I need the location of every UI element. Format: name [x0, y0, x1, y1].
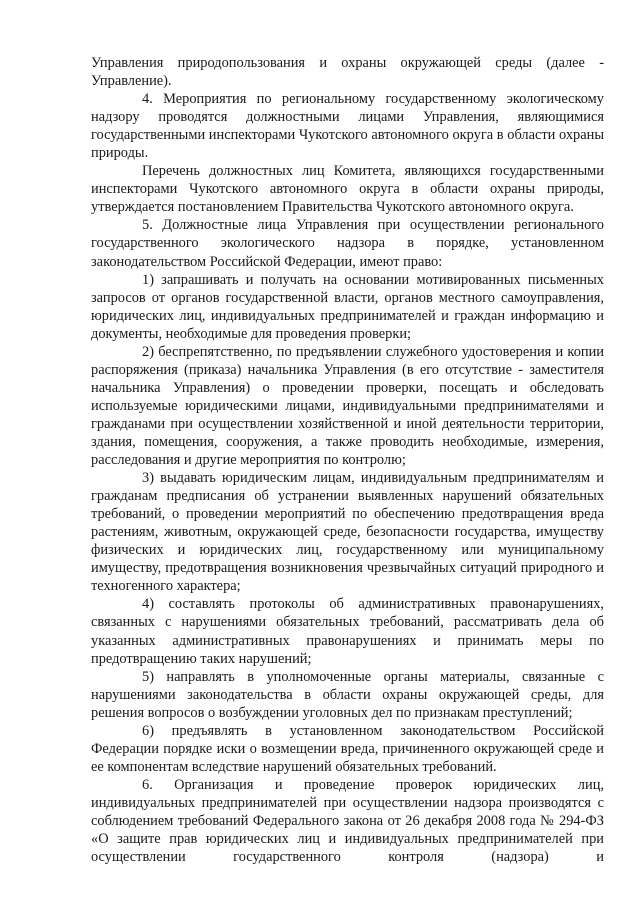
list-item-5-2: 2) беспрепятственно, по предъявлении служебного удостоверения и копии распоряжения (приказа) начальника Управления (в его отсутствие - заместителя начальника Управления) о проведении проверки, посещать и обследовать используемые юридическими лицами, индивидуальными предпринимателями и гражданами при осуществлении хозяйственной и иной деятельности территории, здания, помещения, сооружения, а также проводить необходимые, измерения, расследования и другие мероприятия по контролю;	[91, 343, 604, 469]
paragraph-inspectors-list: Перечень должностных лиц Комитета, являющихся государственными инспекторами Чукотского автономного округа в области охраны природы, утверждается постановлением Правительства Чукотского автономного округа.	[91, 163, 604, 216]
paragraph-item-4: 4. Мероприятия по региональному государственному экологическому надзору проводятся должностными лицами Управления, являющимися государственными инспекторами Чукотского автономного округа в области охраны природы.	[91, 91, 604, 162]
paragraph-continuation: Управления природопользования и охраны окружающей среды (далее - Управление).	[91, 55, 604, 90]
paragraph-item-6: 6. Организация и проведение проверок юридических лиц, индивидуальных предпринимателей при осуществлении надзора производятся с соблюдением требований Федерального закона от 26 декабря 2008 года № 294-ФЗ «О защите прав юридических лиц и индивидуальных предпринимателей при осуществлении государственного контроля (надзора) и	[91, 776, 604, 866]
list-item-5-5: 5) направлять в уполномоченные органы материалы, связанные с нарушениями законодательства в области охраны окружающей среды, для решения вопросов о возбуждении уголовных дел по признакам преступлений;	[91, 668, 604, 721]
list-item-5-1: 1) запрашивать и получать на основании мотивированных письменных запросов от органов государственной власти, органов местного самоуправления, юридических лиц, индивидуальных предпринимателей и граждан информацию и документы, необходимые для проведения проверки;	[91, 271, 604, 342]
list-item-5-4: 4) составлять протоколы об административных правонарушениях, связанных с нарушениями обязательных требований, рассматривать дела об указанных административных правонарушениях и принимать меры по предотвращению таких нарушений;	[91, 596, 604, 667]
list-item-5-3: 3) выдавать юридическим лицам, индивидуальным предпринимателям и гражданам предписания об устранении выявленных нарушений обязательных требований, о проведении мероприятий по обеспечению предотвращения вреда растениям, животным, окружающей среде, безопасности государства, имуществу физических и юридических лиц, государственному или муниципальному имуществу, предотвращения возникновения чрезвычайных ситуаций природного и техногенного характера;	[91, 470, 604, 595]
paragraph-item-5: 5. Должностные лица Управления при осуществлении регионального государственного экологического надзора в порядке, установленном законодательством Российской Федерации, имеют право:	[91, 217, 604, 270]
list-item-5-6: 6) предъявлять в установленном законодательством Российской Федерации порядке иски о возмещении вреда, причиненного окружающей среде и ее компонентам вследствие нарушений обязательных требований.	[91, 722, 604, 775]
document-page	[91, 54, 604, 866]
